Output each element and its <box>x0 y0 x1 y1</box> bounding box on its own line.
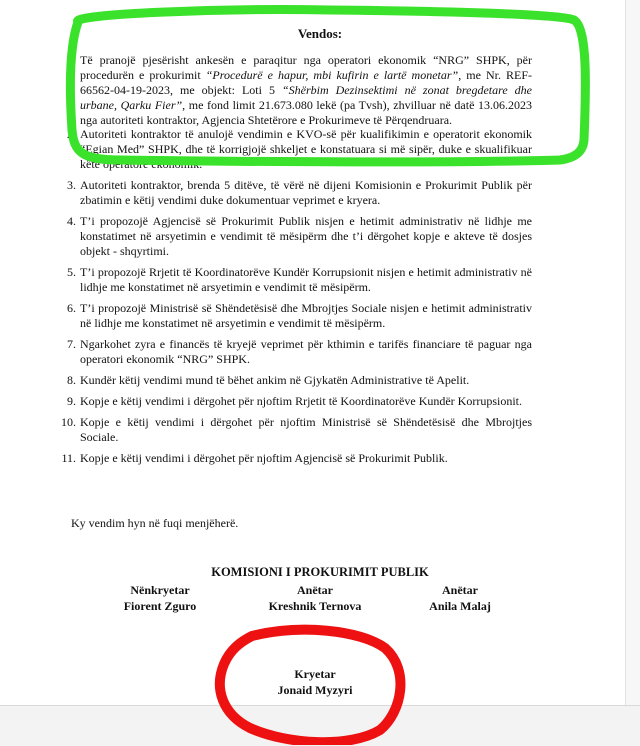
page-edge <box>625 0 640 705</box>
decision-text: Kopje e këtij vendimi i dërgohet për njoftim Agjencisë së Prokurimit Publik. <box>80 451 448 465</box>
signatory-name: Anila Malaj <box>429 599 491 613</box>
decision-number: 4. <box>67 214 76 228</box>
decision-text: , me Nr. REF-66562-04-19-2023, me objekt: Loti 5 <box>80 68 533 97</box>
signatory-role: Nënkryetar <box>130 583 190 597</box>
decision-item-7 <box>67 337 532 367</box>
viewer-bottom-strip <box>0 705 640 746</box>
decision-text: Kopje e këtij vendimi i dërgohet për njoftim Ministrisë së Shëndetësisë dhe Mbrojtjes Sociale. <box>80 415 532 444</box>
signatory-role: Anëtar <box>297 583 333 597</box>
signatory-chair <box>250 666 380 698</box>
decision-item-10 <box>61 415 532 445</box>
decision-item-1 <box>67 53 533 128</box>
signatory-name: Jonaid Myzyri <box>277 683 353 697</box>
decision-text: T’i propozojë Agjencisë së Prokurimit Publik nisjen e hetimit administrativ në lidhje me konstatimet në arsyetimin e vendimit të mësipërm dhe t’i dërgohet kopje e akteve të dosjes objekt - shqyrtimi. <box>80 214 532 258</box>
decision-text: Të pranojë pjesërisht ankesën e paraqitur nga operatori ekonomik “NRG” SHPK, për procedurën e prokurimit <box>80 53 532 82</box>
decision-number: 10. <box>61 415 76 429</box>
decision-text: T’i propozojë Rrjetit të Koordinatorëve Kundër Korrupsionit nisjen e hetimit administrativ në lidhje me konstatimet në arsyetimin e vendimit të mësipërm. <box>80 265 532 294</box>
decision-list <box>61 53 533 472</box>
decision-item-3 <box>67 178 532 208</box>
decision-number: 6. <box>67 301 76 315</box>
signatory-name: Kreshnik Ternova <box>268 599 362 613</box>
closing-statement: Ky vendim hyn në fuqi menjëherë. <box>71 516 239 530</box>
decision-number: 3. <box>67 178 76 192</box>
decision-number: 2. <box>67 127 76 141</box>
decision-heading: Vendos: <box>297 26 343 41</box>
signatory-member-2 <box>410 582 510 614</box>
decision-item-6 <box>67 301 532 331</box>
decision-item-11 <box>61 451 532 466</box>
procedure-type: “Procedurë e hapur, mbi kufirin e lartë monetar” <box>205 68 459 82</box>
decision-item-2 <box>67 127 532 172</box>
commission-title: KOMISIONI I PROKURIMIT PUBLIK <box>211 565 429 579</box>
decision-number: 7. <box>67 337 76 351</box>
decision-item-4 <box>67 214 532 259</box>
decision-text: Autoriteti kontraktor të anulojë vendimin e KVO-së për kualifikimin e operatorit ekonomik “Egian Med” SHPK, dhe të korrigjojë shkeljet e konstatuara si më sipër, duke e skualifikuar këtë operatorë ekonomik. <box>80 127 532 171</box>
signatory-name: Fiorent Zguro <box>123 599 197 613</box>
signatory-member-1 <box>250 582 380 614</box>
decision-number: 9. <box>67 394 76 408</box>
decision-text: , me fond limit 21.673.080 lekë (pa Tvsh), zhvilluar në datë 13.06.2023 nga autoriteti kontraktor, Agjencia Shtetërore e Prokurimeve të Përqendruara. <box>80 98 532 127</box>
decision-text: T’i propozojë Ministrisë së Shëndetësisë dhe Mbrojtjes Sociale nisjen e hetimit administrativ në lidhje me konstatimet në arsyetimin e vendimit të mësipërm. <box>80 301 532 330</box>
decision-text: Ngarkohet zyra e financës të kryejë veprimet për kthimin e tarifës financiare të paguar nga operatori ekonomik “NRG” SHPK. <box>80 337 532 366</box>
signatory-vice-chair <box>100 582 220 614</box>
decision-text: Kopje e këtij vendimi i dërgohet për njoftim Rrjetit të Koordinatorëve Kundër Korrupsionit. <box>80 394 523 408</box>
decision-number: 11. <box>61 451 76 465</box>
decision-text: Kundër këtij vendimi mund të bëhet ankim në Gjykatën Administrative të Apelit. <box>80 373 470 387</box>
decision-number: 8. <box>67 373 76 387</box>
lot-object: “Shërbim Dezinsektimi në zonat bregdetare dhe urbane, Qarku Fier” <box>80 83 532 112</box>
decision-number: 5. <box>67 265 76 279</box>
decision-item-8 <box>67 373 532 388</box>
signatory-role: Anëtar <box>442 583 478 597</box>
decision-number: 1. <box>67 53 76 67</box>
signatory-role: Kryetar <box>294 667 336 681</box>
decision-text: Autoriteti kontraktor, brenda 5 ditëve, të vërë në dijeni Komisionin e Prokurimit Publik për zbatimin e këtij vendimi duke dokumentuar veprimet e kryera. <box>80 178 532 207</box>
decision-item-5 <box>67 265 532 295</box>
decision-item-9 <box>67 394 532 409</box>
